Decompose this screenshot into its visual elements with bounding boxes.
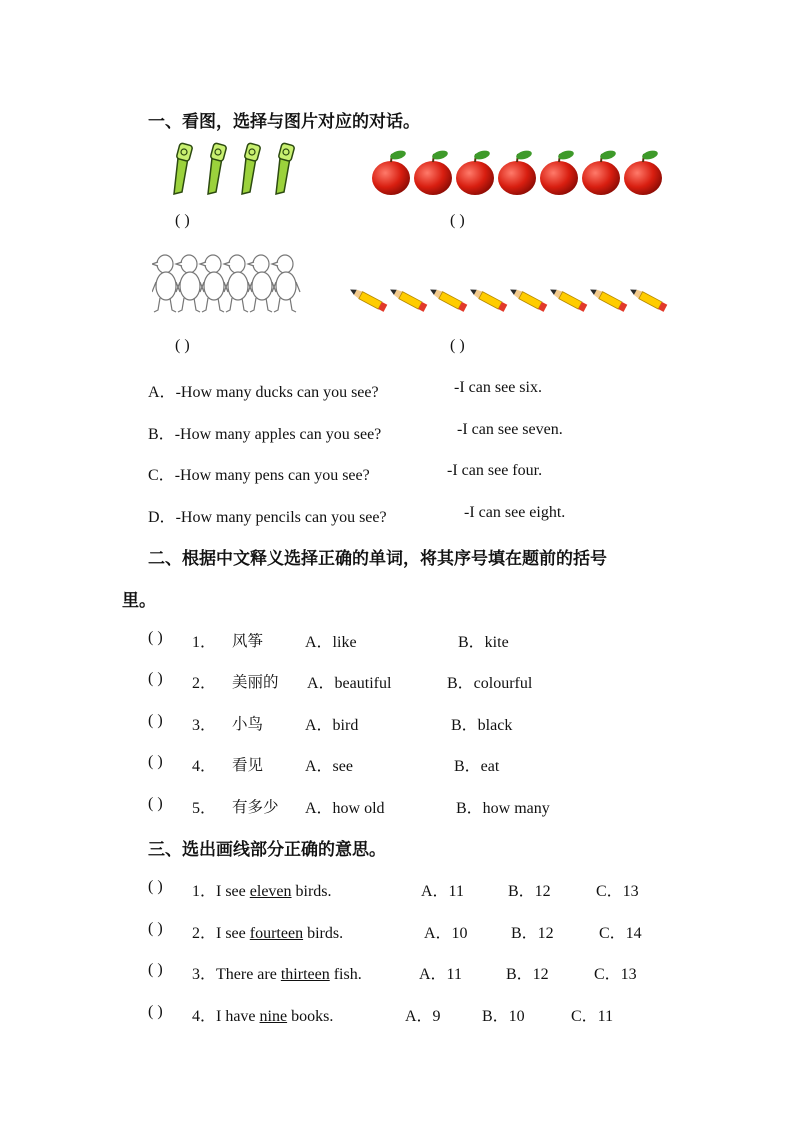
item-number: 3．: [192, 717, 217, 734]
apple-icon: [372, 149, 410, 195]
item-number: 2．: [192, 675, 217, 692]
option-a-row: [148, 379, 379, 402]
vocab-item: [148, 629, 163, 647]
chinese-meaning: 有多少: [232, 798, 279, 816]
option-answer: -I can see eight.: [464, 504, 566, 521]
pencils-answer-blank[interactable]: ( ): [450, 337, 465, 354]
choice-b: B．how many: [456, 800, 550, 817]
choice-a: A．9: [405, 1008, 441, 1025]
chinese-meaning: 美丽的: [232, 673, 279, 691]
sentence: [192, 961, 362, 984]
underlined-word: nine: [259, 1008, 288, 1025]
choice-b: B．12: [508, 883, 551, 900]
section3-title: 三、选出画线部分正确的意思。: [148, 840, 386, 860]
answer-paren[interactable]: ( ): [148, 629, 163, 646]
choice-b: B．eat: [454, 758, 500, 775]
item-number: 4．: [192, 758, 217, 775]
pen-icon: [174, 143, 193, 194]
item-number: 5．: [192, 800, 217, 817]
choice-a: A．see: [305, 758, 353, 775]
choice-c: C．11: [571, 1008, 614, 1025]
underlined-word: thirteen: [280, 966, 330, 983]
option-letter: B．: [148, 426, 175, 443]
choice-b: B．kite: [458, 634, 509, 651]
underlined-word: eleven: [249, 883, 292, 900]
choice-a: A．how old: [305, 800, 385, 817]
option-question: -How many ducks can you see?: [175, 384, 379, 401]
pencil-icon: [348, 286, 387, 312]
choice-b: B．black: [451, 717, 513, 734]
meaning-item: [148, 1003, 163, 1021]
answer-paren[interactable]: ( ): [148, 1003, 163, 1020]
choice-a: A．11: [419, 966, 462, 983]
chinese-meaning: 风筝: [232, 632, 264, 650]
sentence-start: 4．I have: [192, 1008, 260, 1025]
ducks-answer-blank[interactable]: ( ): [175, 337, 190, 354]
pens-picture: [164, 140, 298, 198]
choice-c: C．14: [599, 925, 642, 942]
section2-title: 二、根据中文释义选择正确的单词，将其序号填在题前的括号: [148, 549, 607, 569]
vocab-item: [148, 712, 163, 730]
chinese-meaning: 看见: [232, 756, 264, 774]
answer-paren[interactable]: ( ): [148, 670, 163, 687]
section1-title: 一、看图，选择与图片对应的对话。: [148, 112, 420, 132]
choice-a: A．beautiful: [307, 675, 392, 692]
vocab-item: [148, 670, 163, 688]
meaning-item: [148, 961, 163, 979]
section2-title-cont: 里。: [122, 591, 156, 611]
choice-b: B．colourful: [447, 675, 533, 692]
sentence-end: books.: [287, 1008, 334, 1025]
chinese-meaning: 小鸟: [232, 715, 264, 733]
meaning-item: [148, 878, 163, 896]
choice-c: C．13: [594, 966, 637, 983]
answer-paren[interactable]: ( ): [148, 753, 163, 770]
option-question: -How many pens can you see?: [174, 467, 370, 484]
vocab-item: [148, 795, 163, 813]
choice-b: B．12: [506, 966, 549, 983]
sentence-end: birds.: [291, 883, 332, 900]
pens-answer-blank[interactable]: ( ): [175, 212, 190, 229]
sentence-start: 1．I see: [192, 883, 250, 900]
answer-paren[interactable]: ( ): [148, 920, 163, 937]
answer-paren[interactable]: ( ): [148, 878, 163, 895]
sentence: [192, 1003, 333, 1026]
underlined-word: fourteen: [249, 925, 304, 942]
option-letter: A．: [148, 384, 176, 401]
pencils-picture: [348, 286, 670, 316]
choice-a: A．11: [421, 883, 464, 900]
meaning-item: [148, 920, 163, 938]
answer-paren[interactable]: ( ): [148, 712, 163, 729]
option-letter: C．: [148, 467, 175, 484]
sentence-end: birds.: [303, 925, 344, 942]
option-answer: -I can see seven.: [457, 421, 563, 438]
option-d-row: [148, 504, 387, 527]
option-letter: D．: [148, 509, 176, 526]
option-question: -How many pencils can you see?: [175, 509, 387, 526]
sentence-start: 3．There are: [192, 966, 281, 983]
ducks-picture: [152, 248, 302, 318]
sentence: [192, 878, 332, 901]
option-answer: -I can see four.: [447, 462, 543, 479]
choice-b: B．12: [511, 925, 554, 942]
choice-a: A．like: [305, 634, 357, 651]
sentence-start: 2．I see: [192, 925, 250, 942]
vocab-item: [148, 753, 163, 771]
sentence: [192, 920, 343, 943]
option-question: -How many apples can you see?: [174, 426, 382, 443]
item-number: 1．: [192, 634, 217, 651]
choice-a: A．bird: [305, 717, 359, 734]
option-c-row: [148, 462, 370, 485]
answer-paren[interactable]: ( ): [148, 795, 163, 812]
choice-b: B．10: [482, 1008, 525, 1025]
choice-a: A．10: [424, 925, 468, 942]
option-answer: -I can see six.: [454, 379, 542, 396]
answer-paren[interactable]: ( ): [148, 961, 163, 978]
sentence-end: fish.: [329, 966, 362, 983]
option-b-row: [148, 421, 381, 444]
apples-answer-blank[interactable]: ( ): [450, 212, 465, 229]
apples-picture: [370, 148, 664, 198]
choice-c: C．13: [596, 883, 639, 900]
